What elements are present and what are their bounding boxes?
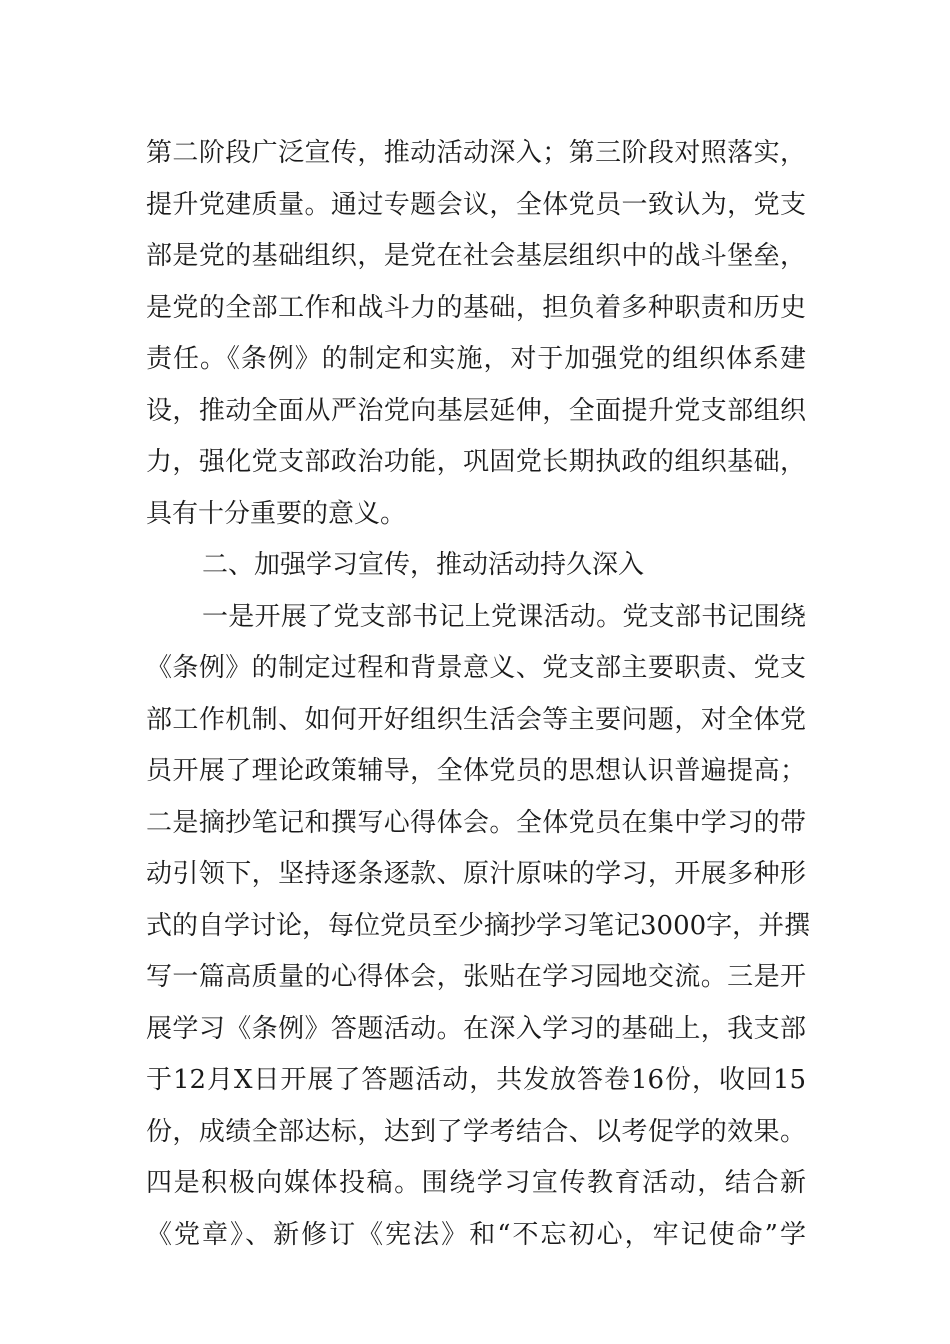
text-line: 式的自学讨论，每位党员至少摘抄学习笔记3000字，并撰 (146, 910, 811, 941)
text-line: 二是摘抄笔记和撰写心得体会。全体党员在集中学习的带 (146, 807, 806, 838)
text-line: 设，推动全面从严治党向基层延伸，全面提升党支部组织 (146, 395, 806, 426)
text-line: 是党的全部工作和战斗力的基础，担负着多种职责和历史 (146, 292, 806, 323)
text-line: 于12月X日开展了答题活动，共发放答卷16份，收回15 (146, 1065, 806, 1095)
text-line: 责任。《条例》的制定和实施，对于加强党的组织体系建 (146, 344, 806, 374)
text-line: 二、加强学习宣传，推动活动持久深入 (202, 550, 645, 580)
text-line: 提升党建质量。通过专题会议，全体党员一致认为，党支 (146, 189, 806, 220)
text-line: 具有十分重要的意义。 (146, 498, 407, 529)
text-line: 写一篇高质量的心得体会，张贴在学习园地交流。三是开 (146, 962, 806, 992)
text-line: 部工作机制、如何开好组织生活会等主要问题，对全体党 (146, 704, 806, 735)
text-line: 《条例》的制定过程和背景意义、党支部主要职责、党支 (146, 653, 806, 683)
text-line: 展学习《条例》答题活动。在深入学习的基础上，我支部 (146, 1013, 806, 1044)
text-line: 四是积极向媒体投稿。围绕学习宣传教育活动，结合新 (146, 1168, 806, 1198)
text-line: 部是党的基础组织，是党在社会基层组织中的战斗堡垒， (146, 241, 806, 271)
text-line: 力，强化党支部政治功能，巩固党长期执政的组织基础， (146, 447, 806, 477)
document-page (146, 128, 811, 1261)
text-line: 一是开展了党支部书记上党课活动。党支部书记围绕 (202, 601, 806, 632)
text-line: 第二阶段广泛宣传，推动活动深入；第三阶段对照落实， (146, 138, 806, 168)
text-line: 动引领下，坚持逐条逐款、原汁原味的学习，开展多种形 (146, 859, 806, 889)
text-line: 《党章》、新修订《宪法》和“不忘初心，牢记使命”学 (146, 1219, 806, 1250)
text-line: 员开展了理论政策辅导，全体党员的思想认识普遍提高； (146, 756, 806, 786)
text-line: 份，成绩全部达标，达到了学考结合、以考促学的效果。 (146, 1116, 806, 1147)
